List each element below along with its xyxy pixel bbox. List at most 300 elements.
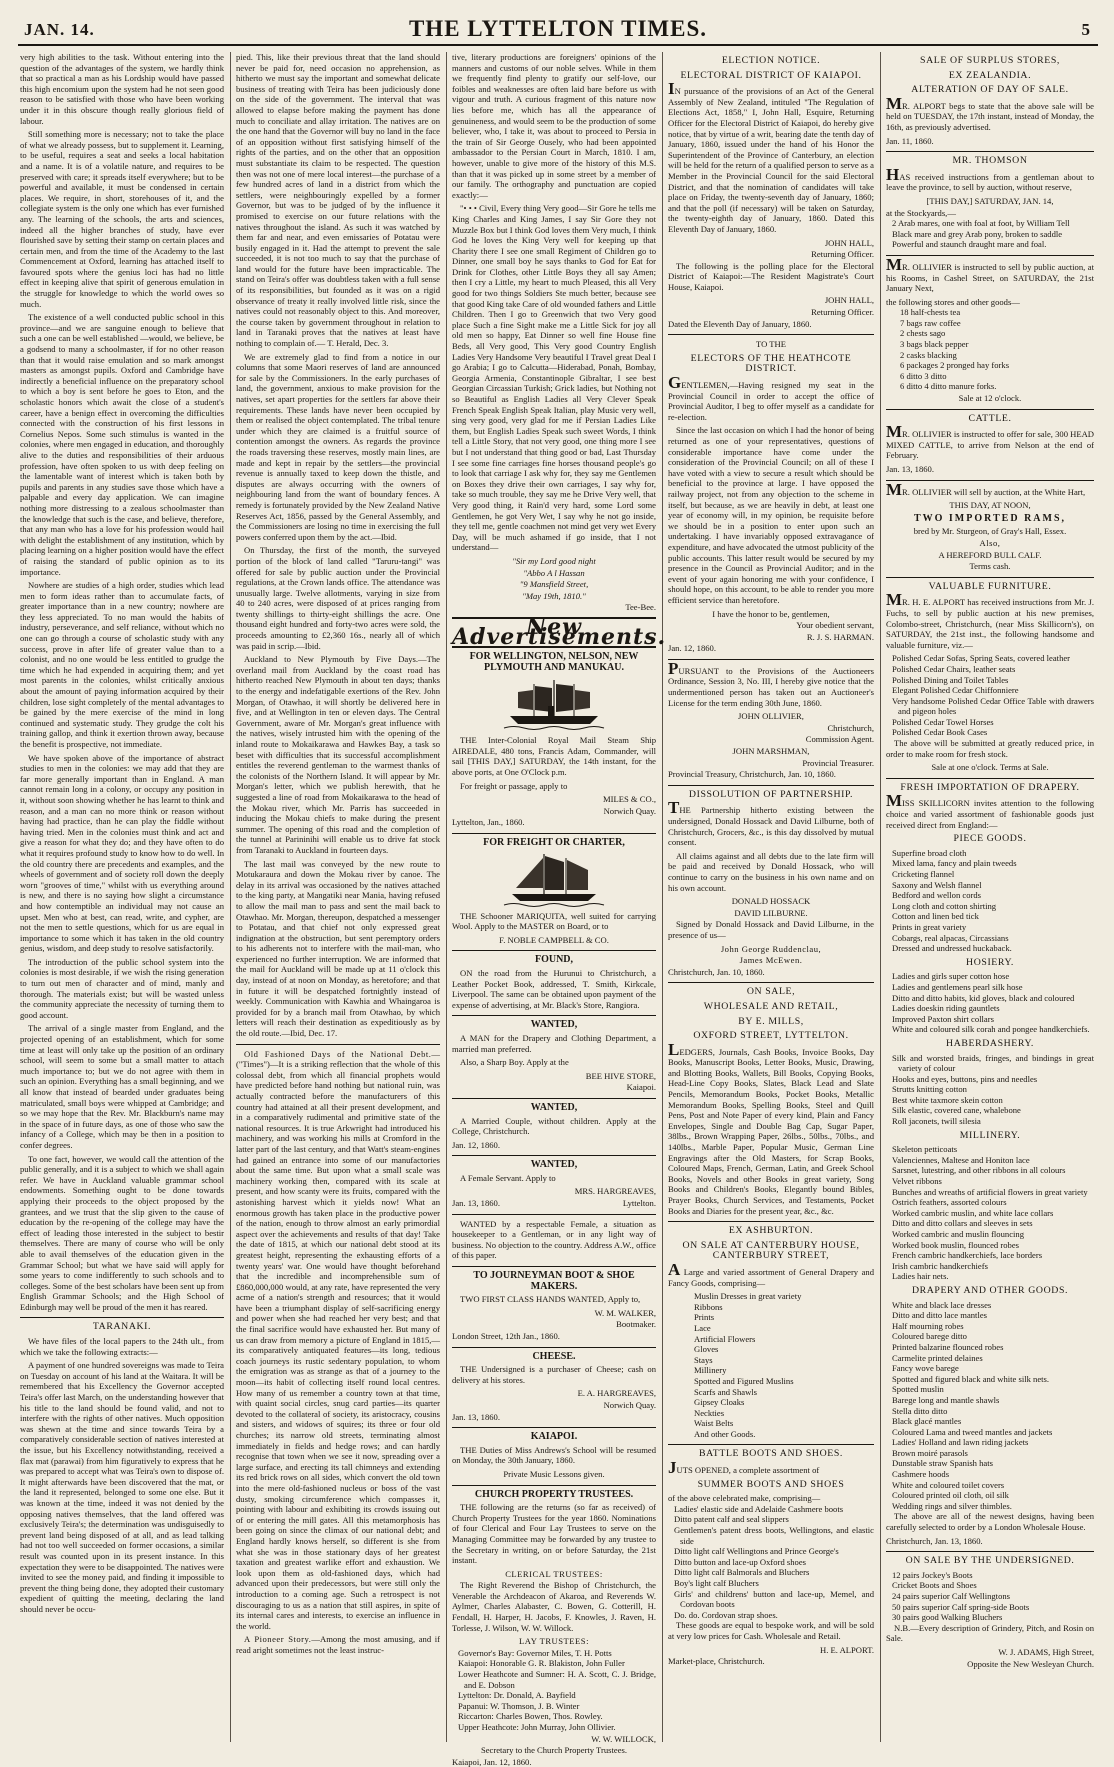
- article-paragraph: The introduction of the public school system into the colonies is most desirable, if we wish the rising generation to turn out men of character and of mind, manly and thorough. The materials exist; but will be wasted unless the community appreciate the necessity of turning them to good account.: [20, 956, 224, 1020]
- list-item: 50 pairs superior Calf spring-side Boots: [892, 1601, 1030, 1612]
- ad-heathcote: [668, 339, 874, 654]
- list-item: Half mourning robes: [892, 1320, 964, 1331]
- ad-text: THE Undersigned is a purchaser of Cheese; cash on delivery at his stores.: [452, 1364, 656, 1385]
- ad-mills-stationery: [668, 987, 874, 1216]
- ad-wellington: [452, 652, 656, 828]
- list-item: Kaiapoi: Honorable G. R. Blakiston, John Fuller: [458, 1658, 625, 1669]
- ad-signature: JOHN OLLIVIER,: [738, 711, 804, 722]
- list-item: Polished Cedar Sofas, Spring Seats, covered leather: [892, 653, 1071, 664]
- list-item: Gentlemen's patent dress boots, Wellingtons, and elastic side: [674, 1525, 874, 1546]
- ad-title: VALUABLE FURNITURE.: [928, 580, 1052, 592]
- list-item: 2 chests sago: [900, 328, 946, 339]
- ad-date: Christchurch, Jan. 13, 1860.: [886, 1535, 983, 1546]
- furniture-list: [886, 653, 1094, 738]
- list-item: Gloves: [694, 1344, 719, 1355]
- list-item: Ladies' Holland and lawn riding jackets: [892, 1437, 1029, 1448]
- ad-text: Your obedient servant,: [796, 620, 874, 631]
- ad-title: FOUND,: [534, 954, 574, 966]
- lay-trustee-list: [452, 1648, 656, 1733]
- ad-witness: John George Ruddenclau,: [720, 943, 822, 954]
- haberdashery-list: [886, 1053, 1094, 1127]
- sale-list: [886, 218, 1094, 250]
- other-goods-list: [886, 1300, 1094, 1512]
- ad-rams: [886, 479, 1094, 572]
- list-item: Silk and worsted braids, fringes, and bindings in great variety of colour: [892, 1052, 1094, 1074]
- list-item: Prints in great variety: [892, 921, 967, 932]
- article-paragraph: The last mail was conveyed by the new route to Motukaraura and down the Mokau river by canoe. The delay in its arrival was occasioned by the natives attached to the king party, at Mangatiki near Mania, having refused to allow the mail man to pass and sent the mail back to Otawhao. Mr. Morgan, thereupon, despatched a messenger to Potatau, and that chief not only expressed great indignation at the obstruction, but sent peremptory orders to his adherents not to interfere with the mail-man, who experienced no further interruption. We are informed that the mail for Auckland will be made up at 11 o'clock this day, instead of at noon on Monday, as heretofore; and that in future it will be despatched fortnightly instead of weekly. Communication with Kawhia and Whaingaroa is provided for by a branch mail from Otawhao, by which letters will reach their destination as expeditiously as by the old route.—Ibid, Dec. 17.: [236, 858, 440, 1039]
- list-item: Polished Cedar Towel Horses: [892, 716, 994, 727]
- ad-wanted-housekeeper: [452, 1219, 656, 1261]
- list-item: Stella ditto ditto: [892, 1405, 948, 1416]
- article-paragraph: A payment of one hundred sovereigns was made to Teira on Tuesday on account of his land at the Waitara. It will be remembered that his Excellency the Governor accepted Teira's offer last March, on the understanding however that his title to the land should be found valid, and not to interfere with the rights of other natives. Much opposition was shewn at the time and since towards Teira by a comparatively considerable section of natives interested at the issue, but his Excellency notwithstanding, received a flax mat (parawai) from him figuratively to express that he was prepared to accept what was Teira's own to dispose of. It might afterwards have been discovered that the mat, or the land it represented, belonged to some one else. But it was known at the time, indeed it was not denied by the opposing natives themselves, that the land offered was exclusively Teira's; the determination was undisguisedly to prevent land being disposed of at all, and as lead talking had not too well succeeded on former occasions, a similar result was counted upon in its present instance. In this expectation they were to be disappointed. The natives were invited to see the money paid, and finding it impossible to prevent the thing being done, they adopted their customary expedient of quitting the meeting, declaring the land should never be occu-: [20, 1360, 224, 1614]
- ad-text: Also, a Sharp Boy. Apply at the: [460, 1057, 569, 1068]
- ad-text: WANTED by a respectable Female, a situation as housekeeper to a Gentleman, or in any light way of business. No objection to the country. Address A.W., office of this paper.: [452, 1218, 656, 1261]
- list-item: Bunches and wreaths of artificial flowers in great variety: [892, 1186, 1088, 1197]
- column-3: [452, 52, 667, 1767]
- new-advertisements-heading: New Advertisements.: [452, 613, 667, 651]
- ad-signature: Norwich Quay.: [603, 1399, 656, 1410]
- ad-text: ON the road from the Hurunui to Christchurch, a Leather Pocket Book, addressed, T. Smith, Kirkcale, Liverpool. The same can be obtained upon payment of the expense of advertising, at Mr. Black's Store, Rangiora.: [452, 967, 656, 1010]
- ad-text: the following stores and other goods—: [886, 296, 1020, 307]
- ad-kaiapoi-school: [452, 1432, 656, 1479]
- ad-text: A Female Servant. Apply to: [460, 1172, 556, 1183]
- ad-text: MR. OLLIVIER is instructed to sell by public auction, at his Rooms, in Cashel Street, on SATURDAY, the 21st January Next,: [886, 254, 1094, 294]
- ad-found: [452, 955, 656, 1010]
- article-paragraph: pied. This, like their previous threat that the land should never be paid for, need occasion no apprehension, as hitherto we must say the important and somewhat delicate business of treating with Teira has been judiciously done on the side of the government. The interval that was allowed to elapse before making the payment has done much to conciliate and allay irritation. The natives are on the one hand that the Governor will buy no land in the face of an opposition without first satisfying himself of the rights of the parties, and on the other that an opposition must substantiate its claim to be respected. The question then was not one of mere local interest—the purchase of a few hundred acres of land in a district from which the settlers, were neighbouringly expelled by a former Governor, but was to be judged of by the influence it promised to exercise on our future relations with the natives throughout the island. As such it was watched by them far and near, and even emissaries of Potatau were busily engaged in it. Had the attempt to prevent the sale succeeded, it is not too much to say that the purchase of land would for the future have been impracticable. The stand on Teira's offer was doubtless taken with a full sense of its responsibilities, but founded as it was on a rigid observance of treaty it really involved little risk, since the natives could not reasonably object to this. And moreover, the course taken by government throughout in relation to land in Taranaki proves that the natives at least have nothing to complain of.— T. Herald, Dec. 3.: [236, 52, 440, 349]
- ad-place: Lyttelton.: [622, 1198, 656, 1209]
- column-rule: [662, 52, 663, 1742]
- separator: [20, 1317, 224, 1318]
- list-item: Ditto and ditto lace mantles: [892, 1310, 987, 1321]
- ad-subtitle: HABERDASHERY.: [946, 1037, 1034, 1049]
- goods-list: [668, 1291, 874, 1439]
- ad-signature: R. J. S. HARMAN.: [806, 631, 874, 642]
- list-item: Strutts knitting cotton: [892, 1084, 967, 1095]
- ad-date: Jan. 13, 1860.: [886, 464, 934, 474]
- masthead: [18, 14, 1098, 46]
- list-item: Ladies and girls super cotton hose: [892, 971, 1010, 982]
- ad-title: WANTED,: [530, 1019, 578, 1031]
- ad-signature: MILES & CO.,: [603, 794, 656, 805]
- article-paragraph: —("Times")—It is a striking reflection that the whole of this colossal debt, from which all financial prophets would have predicted before hand nothing but national ruin, was actually contracted before the manufacturers of this country had attained at all their present development, and in a comparatively rudimental and primitive state of the national resources. It is true Arkwright had introduced his machinery, and was working his mills at Cromford in the latter part of the last century, and that Watt's steam-engines had gained an entrance into some of our manufactories about the same time. But upon what a small scale was machinery working then, compared with its scale at present, and how scanty were its fruits, compared with the astonishing harvest which it yields now! What an enormous growth has taken place in the productive power of the nation, enough to throw almost an early primordial aspect over the achievements and results of that day! Take the date of 1815, at which our national debt stood at its greatest height, representing the exhausting efforts of a twenty years' war. One would have thought beforehand that the incredible and incomprehensible sum of £860,000,000 would, at any rate, have represented the very acme of a nation's strength and resources; that it would have been a triumphant display of self-sacrificing energy and power when she had reached her very best; and that the final sacrifice would have exhausted her. But many of us can draw from memory a picture of England in 1815,—its comparatively antiquated features—its long, tedious coach journeys its rustic sedentary population, to whom the emigration was as strange as that of a journey to the moon—its habit of collecting itself round local centres. How many of us remember a country town at that time, with quaint social circles, snug card parties—its quarter devoted to the collateral of society, its aristocracy, cousins and sisters, and widows of squires; its three or four old churches; its narrow old streets, terminating almost immediately in fields and hedge rows; and can hardly recognise that town when we see it now, spreading over a large surface, and erecting its tall chimneys and extending its red brick rows on all sides, which convert the old town into the mere old-fashioned nucleus or boss of the vast dusty, smoking circumference which compasses it, pointing with labour and exhibiting its crowds issuing out of or entering the mill gates. All this metamorphosis has been going on since the climax of our national debt; and England hardly knows herself, so different is she from what she was in those stationary days of her greatest taxation and greatest warlike effort and exhaustion. We look upon them as old-fashioned days, which had advanced upon their predecessors, but were still only the introduction to a coming age. Such a retrospect is not discouraging to us as a nation that still aspires, in spite of its internal cares and interests, to exercise an influence in the world.: [236, 1048, 440, 1631]
- separator: [236, 1044, 440, 1045]
- list-item: Worked cambric and muslin flouncing: [892, 1229, 1024, 1239]
- column-2: [236, 52, 440, 1742]
- article-paragraph: We have spoken above of the importance of abstract studies to men in the colonies: we may add that they are far more generally important than in England. A man cannot remain long in a colony, or occupy any position in it, without soon showing whether he has learnt to think and reason, and a man can no more think or reason without having had practice, than he can play the fiddle without having tried. Men in the colonies must think and act and give a reason for what they do; and they have often to do what it requires profound study to know how to do well. In the old country there are precedents and examples, and the wheels of government and of society roll down the deeply worn "grooves of time," whilst with us everything around is new, and there is no saying how slight a circumstance and how contemptible an individual may not cause an upset. Men who at best, can read, write, and cypher, are not the men to settle questions, which for us are equal in importance to some which it has taken in the old country genius, wisdom, and deep study to resolve satisfactorily.: [20, 752, 224, 954]
- ad-surplus-stores: [886, 56, 1094, 146]
- boots-list: [886, 1570, 1094, 1623]
- list-item: Fancy wove barege: [892, 1363, 959, 1374]
- ad-signature: E. A. HARGREAVES,: [577, 1388, 656, 1399]
- list-item: Cobargs, real alpacas, Circassians: [892, 932, 1009, 943]
- ad-title: FRESH IMPORTATION OF DRAPERY.: [900, 781, 1080, 793]
- ad-church-trustees: [452, 1490, 656, 1767]
- ad-subtitle: BY E. MILLS,: [738, 1015, 804, 1027]
- list-item: Carmelite printed delaines: [892, 1352, 983, 1363]
- list-item: Stays: [694, 1354, 713, 1365]
- list-item: Skeleton petticoats: [892, 1144, 958, 1155]
- ad-text: PURSUANT to the Provisions of the Auctioneers Ordinance, Session 3, No. III, I hereby give notice that the undermentioned person has taken out an Auctioneer's License for the term ending 30th June, 1860.: [668, 658, 874, 708]
- list-item: Spotted and figured black and white silk nets.: [892, 1373, 1050, 1384]
- ad-drapery: [886, 783, 1094, 1546]
- list-item: 6 packages 2 pronged hay forks: [900, 360, 1010, 371]
- ad-signature: MRS. HARGREAVES,: [574, 1186, 656, 1197]
- list-item: Wedding rings and silver thimbles.: [892, 1500, 1012, 1511]
- ad-subtitle: CLERICAL TRUSTEES:: [505, 1568, 603, 1579]
- ad-signature: DONALD HOSSACK: [731, 896, 811, 907]
- list-item: Dressed and undressed huckaback.: [892, 943, 1012, 954]
- column-rule: [446, 52, 447, 1742]
- list-item: Ditto patent calf and seal slippers: [674, 1514, 789, 1525]
- list-item: Lace: [694, 1322, 711, 1333]
- list-item: Ostrich feathers, assorted colours: [892, 1197, 1007, 1208]
- list-item: Sarsnet, lutestring, and other ribbons in all colours: [892, 1165, 1066, 1176]
- list-item: 7 bags raw coffee: [900, 317, 961, 328]
- column-rule: [230, 52, 231, 1742]
- ad-subtitle: HOSIERY.: [966, 956, 1014, 968]
- list-item: Irish cambric handkerchiefs: [892, 1260, 988, 1271]
- list-item: Polished Cedar Chairs, leather seats: [892, 663, 1016, 674]
- ad-text: A Married Couple, without children. Apply at the College, Christchurch.: [452, 1115, 656, 1137]
- ad-subtitle: ON SALE AT CANTERBURY HOUSE, CANTERBURY STREET,: [682, 1239, 860, 1262]
- column-4: [668, 52, 874, 1742]
- list-item: Bedford and wellon cords: [892, 890, 982, 901]
- pioneer-title: A Pioneer Story.: [244, 1634, 312, 1645]
- ad-text: The above will be submitted at greatly reduced price, in order to make room for fresh stock.: [886, 738, 1094, 759]
- ad-subtitle: WHOLESALE AND RETAIL,: [703, 1000, 839, 1012]
- ad-title: CATTLE.: [968, 412, 1012, 424]
- ad-bootmakers: [452, 1271, 656, 1342]
- list-item: Riccarton: Charles Bowen, Thos. Rowley.: [458, 1711, 603, 1722]
- ad-text: MR. H. E. ALPORT has received instructions from Mr. J. Fuchs, to sell by public auction at his new premises, Colombo-street, Christchurch, (near Miss Skillicorn's), on SATURDAY, the 21st inst., the following handsome and valuable furniture, viz.—: [886, 590, 1094, 650]
- ad-text: of the above celebrated make, comprising—: [668, 1493, 821, 1504]
- list-item: Barege long and mantle shawls: [892, 1394, 1000, 1405]
- ad-subtitle: A HEREFORD BULL CALF.: [938, 549, 1042, 560]
- list-item: Waist Belts: [694, 1418, 734, 1429]
- ad-text: THE Schooner MARIQUITA, well suited for carrying Wool. Apply to the MASTER on Board, or to: [452, 910, 656, 932]
- ad-date: Kaiapoi, Jan. 12, 1860.: [452, 1756, 532, 1767]
- list-item: Ladies doeskin riding gauntlets: [892, 1003, 1000, 1014]
- ad-subtitle: DRAPERY AND OTHER GOODS.: [911, 1284, 1069, 1296]
- list-item: Hooks and eyes, buttons, pins and needles: [892, 1073, 1038, 1084]
- ad-date: London Street, 12th Jan., 1860.: [452, 1331, 560, 1341]
- ad-wanted: [452, 1103, 656, 1150]
- list-item: Elegant Polished Cedar Chiffonniere: [892, 685, 1019, 696]
- ad-furniture: [886, 582, 1094, 773]
- article-paragraph: On Thursday, the first of the month, the surveyed portion of the block of land called "Taruru-tangi" was offered for sale by public auction under the Provincial regulations, at the Crown lands office. The attendance was unusually large. Twelve allotments, varying in size from 40 to 240 acres, were disposed of at prices ranging from twenty shillings to thirty-eight shillings the acre. One thousand eight hundred and forty-two acres were sold, the proceeds amounting to £2,360 16s., nearly all of which was paid in scrip.—Ibid.: [236, 545, 440, 651]
- article-paragraph: The existence of a well conducted public school in this province—and we are sanguine enough to believe that such a one can be well established —would, we believe, be a godsend to many a schoolmaster, if for no other reason than that it would raise emulation and so mark amongst masters as amongst pupils. Oxford and Cambridge have indirectly a beneficial influence on the preparatory school to which a boy is sent before he goes to Eton, and the scholastic honors which await the close of a student's career, have a benign effect in overcoming the difficulties connected with the construction of his first lessons in Cornelius Nepos. Some such stimulus is wanted in the colonies, where men engaged in education, and thoroughly alive to the duties and responsibilities of their arduous profession, have often spoken to us with deep feeling on the lamentable want of interest which is taken both by pupils and parents in any studies save those which have a palpable and every day application. We can imagine nothing more distressing to a zealous schoolmaster than the knowledge that such is the case, and believe, therefore, that any man who has a love for his profession would hail with delight the establishment of any institution, which by placing learning on a higher position would have the effect of raising the standard of public opinion as to its importance.: [20, 312, 224, 577]
- list-item: Papanui: W. Thomson, J. B. Winter: [458, 1700, 580, 1711]
- ad-signature: Provincial Treasurer.: [802, 757, 874, 768]
- ad-text: THE Partnership hitherto existing between the undersigned, Donald Hossack and David Lilburne, both of Christchurch, Grocers, &c., is this day dissolved by mutual consent.: [668, 798, 874, 848]
- article-paragraph: Nowhere are studies of a high order, studies which lead men to form ideas rather than to accumulate facts, of greater importance than in a new country; nowhere are they less appreciated. To no man would the habits of industry, perseverance, and self reliance, without which no one can go through a course of scholastic study with any success, prove in after life of greater value than to a colonist, and no one would be less entitled to grudge the time which he had expended in acquiring them; and yet most parents in the colonies, whilst critically anxious about the amount of paying information acquired by their children, lose sight completely of the mental advantages to be gained by the mere exercise of the mind in long continued and systematic study. They grudge the colt his training gallop, and think it exertion thrown away, because the benefit is prospective, not immediate.: [20, 580, 224, 749]
- ad-text: MR. ALPORT begs to state that the above sale will be held on TUESDAY, the 17th instant, instead of Monday, the 16th, as previously advertised.: [886, 93, 1094, 132]
- list-item: Black glacé mantles: [892, 1416, 962, 1427]
- list-item: Ribbons: [694, 1301, 723, 1312]
- list-item: Roll jaconets, twill silesia: [892, 1116, 981, 1127]
- list-item: Coloured printed oil cloth, oil silk: [892, 1490, 1009, 1501]
- list-item: Coloured Lama and tweed mantles and jackets: [892, 1426, 1053, 1437]
- ad-text: THE Duties of Miss Andrews's School will be resumed on Monday, the 30th January, 1860.: [452, 1444, 656, 1466]
- list-item: Scarfs and Shawls: [694, 1386, 758, 1397]
- list-item: Mixed lama, fancy and plain tweeds: [892, 858, 1017, 869]
- ad-place: Market-place, Christchurch.: [668, 1656, 765, 1667]
- list-item: 12 pairs Jockey's Boots: [892, 1569, 973, 1580]
- list-item: 2 casks blacking: [900, 349, 957, 360]
- signature-line: Tee-Bee.: [625, 602, 656, 613]
- list-item: Ditto and ditto collars and sleeves in sets: [892, 1218, 1033, 1229]
- ad-signature: W. W. WILLOCK,: [591, 1733, 656, 1744]
- list-item: Ladies' elastic side and Adelaide Cashmere boots: [674, 1503, 844, 1514]
- ad-text: MR. OLLIVIER will sell by auction, at the White Hart,: [886, 479, 1086, 499]
- column-rule: [880, 52, 881, 1742]
- ad-adams-boots: [886, 1556, 1094, 1669]
- ad-text: LEDGERS, Journals, Cash Books, Invoice Books, Day Books, Manuscript Books, Letter Books, Music, Drawing, and Blotting Books, Wallets, Bill Books, Copying Books, Head-Line Copy Books, Slates, Black Lead and Slate Pencils, Memorandum Books, Pocket Books, Metallic Memorandum Books, Spelling Books, Steel and Quill Pens, Post and Note Paper of every kind, Plain and Fancy Envelopes, Single and Double Bag Cap, Sugar Paper, 38lbs., Brown Wrapping Paper, 26lbs., 50lbs., 70lbs., and 140lbs., Marble Paper, Popular Music, German Line Engravings after the Old Masters, for Scrap Books, Coloured Maps, French, German, Latin, and Greek School Books, Novels and other Books in great variety, Song Books and Children's Books, Elegantly bound Bibles, Prayer Books, Church Services, and Testaments, Pocket Books and Diaries for the present year, &c., &c.: [668, 1039, 874, 1216]
- ad-date: Lyttelton, Jan., 1860.: [452, 817, 525, 828]
- list-item: Polished Cedar Book Cases: [892, 727, 988, 738]
- ad-title: TO JOURNEYMAN BOOT & SHOE MAKERS.: [473, 1270, 635, 1292]
- ad-title: TO THE: [756, 339, 786, 350]
- list-item: Long cloth and cotton shirting: [892, 900, 997, 911]
- ad-title: TWO IMPORTED RAMS,: [913, 512, 1067, 524]
- ad-text: MISS SKILLICORN invites attention to the following choice and varied assortment of fashionable goods just received direct from England:—: [886, 791, 1094, 830]
- ad-text: Private Music Lessons given.: [503, 1468, 605, 1479]
- ad-title: MR. THOMSON: [952, 155, 1028, 167]
- ad-text: For freight or passage, apply to: [460, 780, 568, 791]
- list-item: Velvet ribbons: [892, 1176, 942, 1187]
- ad-title: ELECTION NOTICE.: [721, 55, 821, 66]
- ad-text: THE following are the returns (so far as received) of Church Property Trustees for the year 1860. Nominations of four Clerical and Four Lay Trustees to serve on the Managing Committee may be forwarded by any trustee to the Secretary in writing, on or before Saturday, the 21st instant.: [452, 1502, 656, 1566]
- list-item: 30 pairs good Walking Bluchers: [892, 1612, 1003, 1623]
- list-item: Boy's light calf Bluchers: [674, 1578, 759, 1588]
- ad-signature: Returning Officer.: [811, 249, 874, 260]
- ad-title: WANTED,: [530, 1159, 578, 1171]
- ad-signature: H. E. ALPORT.: [820, 1644, 874, 1655]
- ad-text: MR. OLLIVIER is instructed to offer for sale, 300 HEAD MIXED CATTLE, to arrive from Nelson at the end of February.: [886, 422, 1095, 461]
- ad-signature: Opposite the New Wesleyan Church.: [967, 1658, 1094, 1669]
- ad-text: The Right Reverend the Bishop of Christchurch, the Venerable the Archdeacon of Akaroa, and Reverends W. Aylmer, Charles Alabaster, C. Bowen, G. Cotterill, H. Fendall, H. Harper, H. Jacobs, F. Knowles, J. Raven, H. Torlesse, J. Wilson, W. W. Willock.: [452, 1580, 656, 1633]
- ad-subtitle: OXFORD STREET, LYTTELTON.: [693, 1030, 849, 1042]
- ad-text: Since the last occasion on which I had the honor of being returned as one of your representatives, questions of considerable importance have come under the consideration of the Provincial Council; on all of these I have voted with a view to secure a result which should be beneficial to the province at large. I have opposed the railway project, not from any objection to the scheme in itself, but because, as we are heavily in debt, at least one year of economy will, in my opinion, be requisite before we should be in a position to enter upon such an undertaking. I have invariably opposed extravagance of expenditure, and have advocated the utmost publicity of the public accounts. This latter result would be secured by my presence in the Council as Provincial Auditor; and in the event of your again honoring me with your confidence, I should hope, on this account, to be able to render you more efficient service than heretofore.: [668, 425, 874, 605]
- ad-text: Sale at one o'clock. Terms at Sale.: [931, 762, 1049, 773]
- article-paragraph: We have files of the local papers to the 24th ult., from which we take the following extracts:—: [20, 1336, 224, 1357]
- list-item: Best white taxmore skein cotton: [892, 1094, 1003, 1105]
- ad-text: TWO FIRST CLASS HANDS WANTED, Apply to,: [460, 1294, 641, 1305]
- ad-text: The above are all of the newest designs, having been carefully selected to order by a London Wholesale House.: [886, 1511, 1094, 1533]
- article-paragraph: tive, literary productions are foreigners' opinions of the manners and customs of our noble selves. While in them we frequently find plenty to gratify our self-love, our foibles and weaknesses are often laid bare before us with vigour and truth. A curious fragment of this nature now lies before me, which has all the appearance of genuineness, and would seem to be the production of some believer, who, I take it, was about to proceed to Persia in the train of Sir George Ousely, who had been appointed ambassador to the Persian Court in March, 1810. I am, however, unable to give more of the history of this M.S. than that it was picked up in some street by a member of our family. The orthography and punctuation are copied exactly:—: [452, 52, 656, 200]
- list-item: White and coloured silk corah and pongee handkerchiefs.: [892, 1024, 1090, 1035]
- article-paragraph: Auckland to New Plymouth by Five Days.—The overland mail from Auckland by the coast road has hitherto reached New Plymouth in about ten days; thanks to the energy and indefatigable exertions of the Rev. John Morgan, of Otawhao, it will shortly be delivered here in five, and at Wellington in ten or eleven days. The Central Government, aware of Mr. Morgan's great influence with the natives, wisely intrusted him with the opening of the inland route to Mokaikarawa and Hawkes Bay, a task so beset with difficulties that its successful accomplishment entitles the reverend gentleman to the warmest thanks of the colonists of the Northern Island. It will appear by Mr. Morgan's letter, which we publish herewith, that he suggested a line of road from Mokaikarawa to the head of the Mokau river, which Mr. Parris has succeeded in inducing the Mokau chiefs to make during the present summer. The opening of this road and the completion of the tunnel at Parininihi will enable us to drive fat stock from Taranaki to Auckland in fourteen days.: [236, 654, 440, 855]
- ad-signature: JOHN HALL,: [824, 295, 874, 306]
- article-paragraph: To one fact, however, we would call the attention of the public generally, and it is a subject to which we shall again refer. We have in Auckland valuable grammar school endowments. Something ought to be done towards applying their proceeds to the object proposed by the grantees, and we trust that the slip given to the cause of education by the re-opening of the college may have the effect of leading those interested in the subject to bestir themselves. There are many of course who will be only able to avail themselves of the education given in the Grammar School; but what we have said will apply for some years to come indifferently to such schools and to colleges. Some of the best scholars have been sent up from English Grammar Schools; and the High School of Edinburgh may well be proud of the men it has reared.: [20, 1153, 224, 1312]
- ad-title: DISSOLUTION OF PARTNERSHIP.: [688, 788, 854, 800]
- ad-signature: Bootmaker.: [616, 1319, 656, 1330]
- ad-date: Jan. 13, 1860.: [452, 1198, 500, 1209]
- ad-date: Dated the Eleventh Day of January, 1860.: [668, 318, 812, 329]
- ad-date: Jan. 12, 1860.: [452, 1139, 500, 1150]
- ad-title: CHEESE.: [532, 1350, 576, 1362]
- list-item: Cotton and linen bed tick: [892, 911, 979, 922]
- ad-date: Provincial Treasury, Christchurch, Jan. 10, 1860.: [668, 769, 836, 780]
- list-item: Dunstable straw Spanish hats: [892, 1458, 993, 1469]
- ad-text: at the Stockyards,—: [886, 207, 956, 218]
- ad-date: Jan. 12, 1860.: [668, 643, 716, 654]
- signature-line: "May 19th, 1810.": [522, 590, 586, 601]
- ad-text: A Large and varied assortment of General Drapery and Fancy Goods, comprising—: [668, 1259, 874, 1288]
- ad-title: FOR WELLINGTON, NELSON, NEW PLYMOUTH AND MANUKAU.: [469, 651, 639, 673]
- ad-footer: [452, 1198, 656, 1209]
- ad-signature: Norwich Quay.: [603, 805, 656, 816]
- ad-subtitle: [THIS DAY,] SATURDAY, JAN. 14,: [926, 195, 1054, 206]
- ad-text: These goods are equal to bespoke work, and will be sold at very low prices for Cash. Wholesale and Retail.: [668, 1620, 874, 1641]
- ad-subtitle: SUMMER BOOTS AND SHOES: [697, 1478, 845, 1490]
- ad-title: WANTED,: [530, 1101, 578, 1113]
- old-days-title: Old Fashioned Days of the National Debt.: [244, 1048, 432, 1059]
- list-item: Ladies hair nets.: [892, 1271, 949, 1282]
- list-item: 3 bags black pepper: [900, 339, 969, 350]
- list-item: Printed balzarine flounced robes: [892, 1341, 1004, 1352]
- ad-subtitle: PIECE GOODS.: [953, 833, 1027, 845]
- list-item: Spotted muslin: [892, 1384, 944, 1395]
- letter-paragraph: "• • • Civil, Every thing Very good—Sir Gore he tells me King Charles and King James, I say Sir Gore they not Muzzle Box but I think God loves them Very much, I think God he loves the King Very well for keeping up that Charity there I see one small Regiment of Children go to Dinner, one small boy he says thanks to God for Eat for Drink for Clothes, other Little Boys they all say Amen; then I cry a Little, my heart to much Pleased, this all Very good for two things Soldiers Ste much better, because see that good King take Care of old wounded fathers and Little Children. Then I go to Greenwich that two Very good place Such a fine Sight make me a Little Sick for joy all old men so happy, Eat Dinner so well fine House fine Beds, all Very good, This Very good Country English Ladies Very Handsome Very beautiful I Travel great Deal I go Arabia; I go to Calcutta—Hiderabad, Ponah, Bombay, Georgia Armenia, Constantinople Gibraltar, I see best Georgian Circassian Turkish; Grick ladies, but Nothing not so Beautiful as English Ladies all Very Clever Speak French Speak English Speak Italian, play Music very well, sing very good, very glad for me if Persian Ladies Like them, but English Ladies Speak such sweet Words, I think tell a Little Story, that not very good, one thing more I see but I not understand that thing good or bad, Last Thursday I see some fine carriages fine horses thousand people's go to look that carriage I ask why for, they say me Gentlemen on Boxes they drive their own carriages, I say why for, take so much trouble, they say me he Drive Very well, that Very good thing, it Rain'd very hard, some Lord some Gentlemen, he got Very Wet, I say why he not go inside, they tell me, gentle coachmen not mind get very wet Every Day, will be much ashamed if go inside, that I not understand—: [452, 203, 656, 553]
- list-item: Black mare and grey Arab pony, broken to saddle: [892, 228, 1063, 239]
- article-paragraph: We are extremely glad to find from a notice in our columns that some Maori reserves of land are announced for sale by the Commissioners. In the early purchases of land, the government, anxious to make provision for the natives, set apart properties for the settlers far above their requirements. These lands have never been occupied by them or realised the object contemplated. The tribal tenure under which they are claimed is a fruitful source of contention amongst the owners. As regards the province the roads traversing these reserves, mostly main lines, are made and kept in repair by the settlers—the provincial revenue is annually taxed to keep down the thistle, and disputes are always occurring with the owners of neighbouring land from the want of boundary fences. A remedy is fortunately provided by the New Zealand Native Reserves Act, 1856, passed by the General Assembly, and the Commissioners are losing no time in exercising the full powers conferred upon them by the act.—Ibid.: [236, 351, 440, 542]
- list-item: Silk elastic, covered cane, whalebone: [892, 1105, 1021, 1116]
- schooner-icon: [504, 852, 604, 908]
- ad-text: A MAN for the Drapery and Clothing Department, a married man preferred.: [452, 1032, 656, 1054]
- list-item: Ditto button and lace-up Oxford shoes: [674, 1556, 806, 1567]
- ad-title: KAIAPOI.: [530, 1431, 578, 1443]
- list-item: And other Goods.: [694, 1428, 756, 1439]
- ad-subtitle: MILLINERY.: [959, 1129, 1021, 1141]
- ad-text: The following is the polling place for the Electoral District of Kaiapoi:—The Resident Magistrate's Court House, Kaiapoi.: [668, 260, 874, 292]
- list-item: White and black lace dresses: [892, 1299, 992, 1310]
- ad-signature: DAVID LILBURNE.: [734, 907, 808, 918]
- ad-auctioneer-license: [668, 658, 874, 780]
- issue-date: JAN. 14.: [24, 20, 95, 39]
- ad-title: ON SALE,: [746, 986, 796, 998]
- list-item: Lyttelton: Dr. Donald, A. Bayfield: [458, 1690, 576, 1701]
- list-item: Valenciennes, Maltese and Honiton lace: [892, 1154, 1030, 1165]
- ad-date: Jan. 13, 1860.: [452, 1411, 500, 1422]
- signature-line: "9 Mansfield Street,: [519, 579, 589, 590]
- list-item: Cricket Boots and Shoes: [892, 1580, 977, 1591]
- ad-signature: JOHN HALL,: [824, 237, 874, 248]
- ad-text: IN pursuance of the provisions of an Act of the General Assembly of New Zealand, intituled "The Regulation of Elections Act, 1858," I, John Hall, Esquire, Returning Officer for the Electoral District of Kaiapoi, do hereby give notice, that by virtue of a writ, bearing date the tenth day of January, 1860, issued under the hand of his Honor the Superintendent of the Province of Canterbury, an election will be held for the return of a qualified person to serve as a Member in the Provincial Council for the said Electoral District, and that the nomination of candidates will take place on Friday, the twenty-seventh day of January, 1860; and that the poll (if necessary) will be taken on Saturday, the twenty-eighth day of January, 1860. Dated this Eleventh Day of January, 1860.: [668, 79, 874, 234]
- ad-text: HAS received instructions from a gentleman about to leave the province, to sell by auction, without reserve,: [886, 164, 1094, 193]
- ad-thomson: [886, 156, 1094, 250]
- list-item: Muslin Dresses in great variety: [694, 1291, 802, 1302]
- letter-signature: [452, 556, 656, 613]
- article-paragraph: Still something more is necessary; not to take the place of what we already possess, but to supplement it. Learning, to be useful, requires a seat and seeks a local habitation and a name. It is of a volatile nature, and requires to be preserved with care; it spreads itself everywhere; but to be powerful and available, it must be condensed in certain places. We require, in short, storehouses of it, and the collegiate system is the only one which has ever furnished any. The learning of the schools, the arts and sciences, indeed all the higher branches of study, have ever flourished save by setting their stamp on certain places and certain men, and from the time of the Academy to the last Commencement at Oxford, learning has attached itself to favoured spots where the genius loci has had no little effect in keeping alive that spirit of generous emulation in the struggle for knowledge to which the world owes so much.: [20, 129, 224, 309]
- list-item: Millinery: [694, 1365, 727, 1376]
- list-item: Powerful and staunch draught mare and foal.: [892, 239, 1047, 250]
- ad-subtitle: THIS DAY, AT NOON,: [949, 500, 1031, 511]
- ad-ashburton: [668, 1226, 874, 1439]
- ad-text: N.B.—Every description of Grindery, Pitch, and Rosin on Sale.: [886, 1622, 1094, 1644]
- list-item: Artificial Flowers: [694, 1333, 756, 1344]
- ad-date: Jan. 11, 1860.: [886, 135, 934, 146]
- page-number: 5: [1081, 20, 1090, 39]
- list-item: Ditto and ditto habits, kid gloves, black and coloured: [892, 992, 1075, 1003]
- ad-text: Signed by Donald Hossack and David Lilburne, in the presence of us—: [668, 919, 874, 940]
- ad-title: SALE OF SURPLUS STORES,: [920, 55, 1060, 66]
- list-item: Gipsey Cloaks: [694, 1397, 745, 1408]
- list-item: Improved Paxton shirt collars: [892, 1013, 994, 1024]
- signature-line: "Sir my Lord good night: [512, 555, 596, 566]
- ad-signature: W. M. WALKER,: [594, 1307, 656, 1318]
- list-item: Upper Heathcote: John Murray, John Ollivier.: [458, 1722, 616, 1732]
- ad-signature: Commission Agent.: [805, 734, 874, 745]
- ad-freight: [452, 838, 656, 945]
- list-item: Do. do. Cordovan strap shoes.: [674, 1609, 778, 1620]
- ad-signature: F. NOBLE CAMPBELL & CO.: [499, 934, 609, 945]
- millinery-list: [886, 1144, 1094, 1282]
- column-5: [886, 52, 1094, 1742]
- ad-dissolution: [668, 790, 874, 978]
- ad-text: bred by Mr. Sturgeon, of Gray's Hall, Essex.: [913, 526, 1067, 537]
- taranaki-heading: TARANAKI.: [92, 1321, 152, 1333]
- ad-signature: Returning Officer.: [811, 307, 874, 318]
- ad-battle-boots: [668, 1449, 874, 1666]
- ad-cattle: [886, 414, 1094, 475]
- ad-election: [668, 56, 874, 329]
- ad-signature: Secretary to the Church Property Trustees.: [480, 1745, 628, 1756]
- ad-wanted: [452, 1160, 656, 1208]
- list-item: Coloured barege ditto: [892, 1331, 967, 1342]
- steamship-icon: [504, 676, 604, 732]
- ad-text: Terms cash.: [969, 561, 1011, 572]
- article-paragraph: The arrival of a single master from England, and the projected opening of an establishment, which for some time at least will only take up the position of an ordinary school, will seem to some but a small matter to attach much importance to; but we do not agree with them in such an opinion. Everything has a small beginning, and we all know that instead of bearded under graduates being matriculated, small boys were whipped at Cambridge; and so we may hope that the Rev. Mr. Blackburn's name may in the space of in future days, as one of those who saw the infancy of a College, which may be then in a position to confer degrees.: [20, 1023, 224, 1150]
- ad-subtitle: ALTERATION OF DAY OF SALE.: [911, 84, 1069, 96]
- ad-signature: Kaiapoi.: [626, 1082, 656, 1093]
- list-item: 6 ditto 3 ditto: [900, 370, 947, 381]
- ad-signature: JOHN MARSHMAN,: [732, 746, 810, 757]
- list-item: Brown moiré parasols: [892, 1447, 968, 1458]
- ad-subtitle: ELECTORAL DISTRICT OF KAIAPOI.: [680, 69, 862, 81]
- ad-title: ON SALE BY THE UNDERSIGNED.: [905, 1555, 1075, 1567]
- list-item: Ditto light calf Balmorals and Bluchers: [674, 1567, 810, 1578]
- ad-text: I have the honor to be, gentlemen,: [712, 608, 830, 619]
- list-item: Very handsome Polished Cedar Office Table with drawers and pigeon holes: [892, 695, 1094, 717]
- list-item: 18 half-chests tea: [900, 307, 961, 318]
- boots-list: [668, 1504, 874, 1621]
- ad-text: All claims against and all debts due to the late firm will be paid and received by Donald Hossack, who will continue to carry on the business in his own name and on his own account.: [668, 850, 874, 893]
- list-item: Cashmere hoods: [892, 1469, 950, 1480]
- list-item: Neckties: [694, 1407, 725, 1418]
- list-item: Spotted and Figured Muslins: [694, 1375, 794, 1386]
- ad-wanted: [452, 1020, 656, 1093]
- ad-ollivier-stores: [886, 254, 1094, 404]
- list-item: Cricketing flannel: [892, 869, 955, 879]
- ad-subtitle: LAY TRUSTEES:: [519, 1636, 589, 1647]
- article-paragraph: very high abilities to the task. Without entering into the question of the advantages of the system, we hardly think that so practical a man as his Lordship would have passed this high encomium upon the system had he not seen good reason to be satisfied with those who have been working under it in this obscure though really glorious field of labour.: [20, 52, 224, 126]
- ad-witness: James McEwen.: [739, 955, 803, 966]
- newspaper-title: THE LYTTELTON TIMES.: [408, 16, 708, 41]
- list-item: Prints: [694, 1312, 715, 1323]
- list-item: Ditto light calf Wellingtons and Prince George's: [674, 1546, 839, 1557]
- list-item: Ladies and gentlemens pearl silk hose: [892, 981, 1023, 992]
- list-item: Superfine broad cloth: [892, 847, 967, 858]
- list-item: 6 ditto 4 ditto manure forks.: [900, 381, 997, 392]
- piece-goods-list: [886, 848, 1094, 954]
- ad-title: FOR FREIGHT OR CHARTER,: [483, 837, 625, 848]
- ad-date: Christchurch, Jan. 10, 1860.: [668, 966, 765, 977]
- ad-signature: Christchurch,: [827, 722, 874, 733]
- stores-list: [886, 307, 1094, 392]
- list-item: Governor's Bay: Governor Miles, T. H. Potts: [458, 1647, 612, 1658]
- ad-title: EX ASHBURTON.: [728, 1225, 814, 1237]
